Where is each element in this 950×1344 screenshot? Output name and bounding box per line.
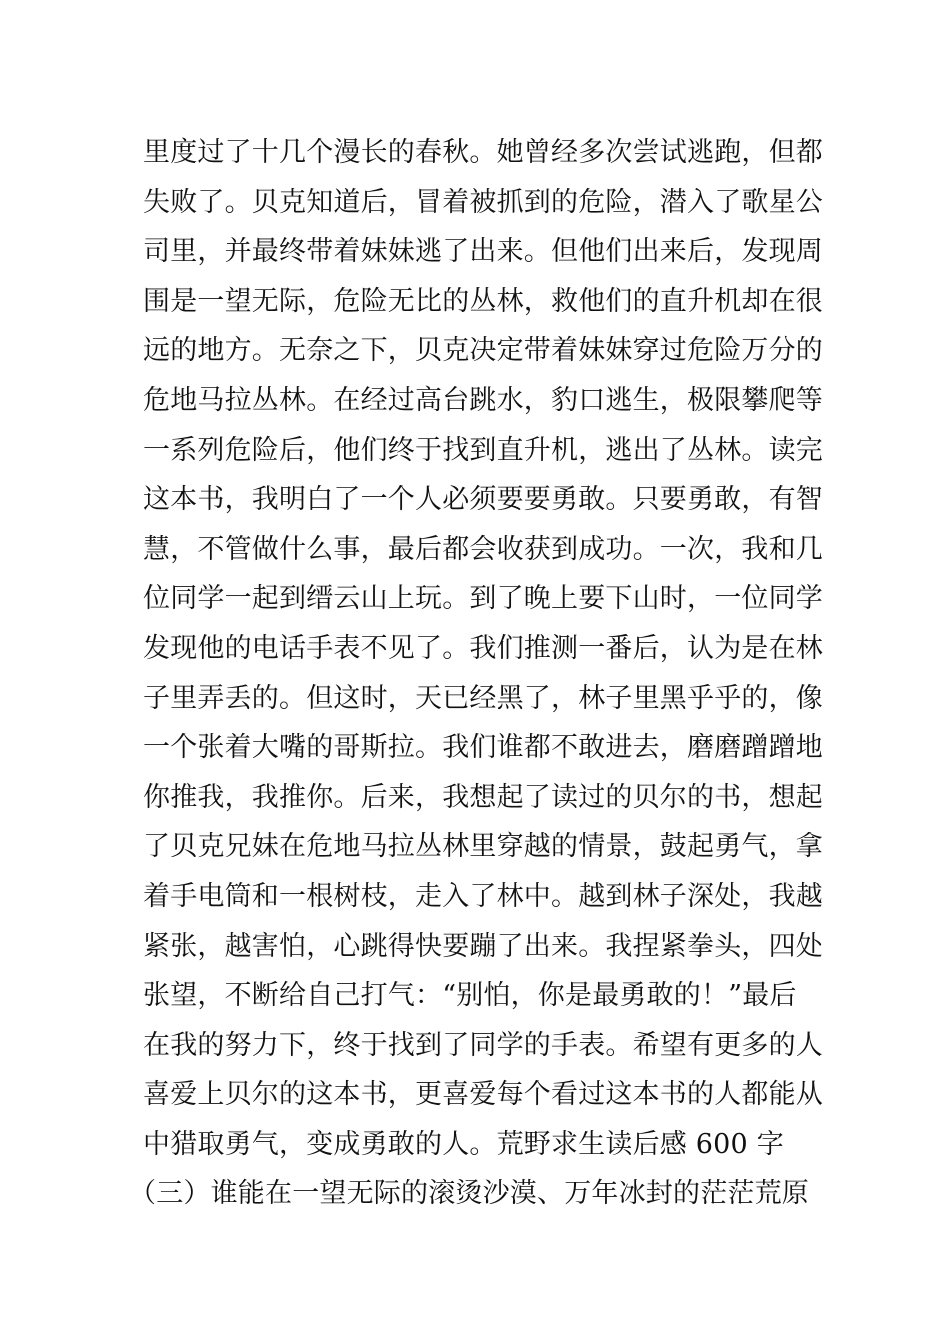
text-line: 这本书，我明白了一个人必须要要勇敢。只要勇敢，有智 xyxy=(143,484,823,516)
text-line: 位同学一起到缙云山上玩。到了晚上要下山时，一位同学 xyxy=(143,583,823,615)
text-line: 子里弄丢的。但这时，天已经黑了，林子里黑乎乎的，像 xyxy=(143,682,823,714)
text-line: 远的地方。无奈之下，贝克决定带着妹妹穿过危险万分的 xyxy=(143,335,823,367)
text-line: 在我的努力下，终于找到了同学的手表。希望有更多的人 xyxy=(143,1029,823,1061)
text-line: 着手电筒和一根树枝，走入了林中。越到林子深处，我越 xyxy=(143,880,823,912)
text-line: 喜爱上贝尔的这本书，更喜爱每个看过这本书的人都能从 xyxy=(143,1079,823,1111)
text-line: 慧，不管做什么事，最后都会收获到成功。一次，我和几 xyxy=(143,533,823,565)
text-line: 失败了。贝克知道后，冒着被抓到的危险，潜入了歌星公 xyxy=(143,186,823,218)
text-line: 中猎取勇气，变成勇敢的人。荒野求生读后感 600 字 xyxy=(143,1128,784,1160)
text-line: 紧张，越害怕，心跳得快要蹦了出来。我捏紧拳头，四处 xyxy=(143,930,823,962)
text-line: 里度过了十几个漫长的春秋。她曾经多次尝试逃跑，但都 xyxy=(143,137,823,168)
text-line: 一个张着大嘴的哥斯拉。我们谁都不敢进去，磨磨蹭蹭地 xyxy=(143,732,823,764)
text-line: 危地马拉丛林。在经过高台跳水，豹口逃生，极限攀爬等 xyxy=(143,384,823,416)
text-line: 围是一望无际，危险无比的丛林，救他们的直升机却在很 xyxy=(143,285,823,317)
section-heading-line: （三）谁能在一望无际的滚烫沙漠、万年冰封的茫茫荒原 xyxy=(129,1178,809,1210)
text-line: 张望，不断给自己打气：“别怕，你是最勇敢的！”最后 xyxy=(143,980,797,1012)
text-line: 司里，并最终带着妹妹逃了出来。但他们出来后，发现周 xyxy=(143,236,823,268)
body-text xyxy=(129,128,823,1219)
text-line: 发现他的电话手表不见了。我们推测一番后，认为是在林 xyxy=(143,632,823,664)
text-line: 一系列危险后，他们终于找到直升机，逃出了丛林。读完 xyxy=(143,434,823,466)
text-line: 了贝克兄妹在危地马拉丛林里穿越的情景，鼓起勇气，拿 xyxy=(143,831,823,863)
text-line: 你推我，我推你。后来，我想起了读过的贝尔的书，想起 xyxy=(143,781,823,813)
